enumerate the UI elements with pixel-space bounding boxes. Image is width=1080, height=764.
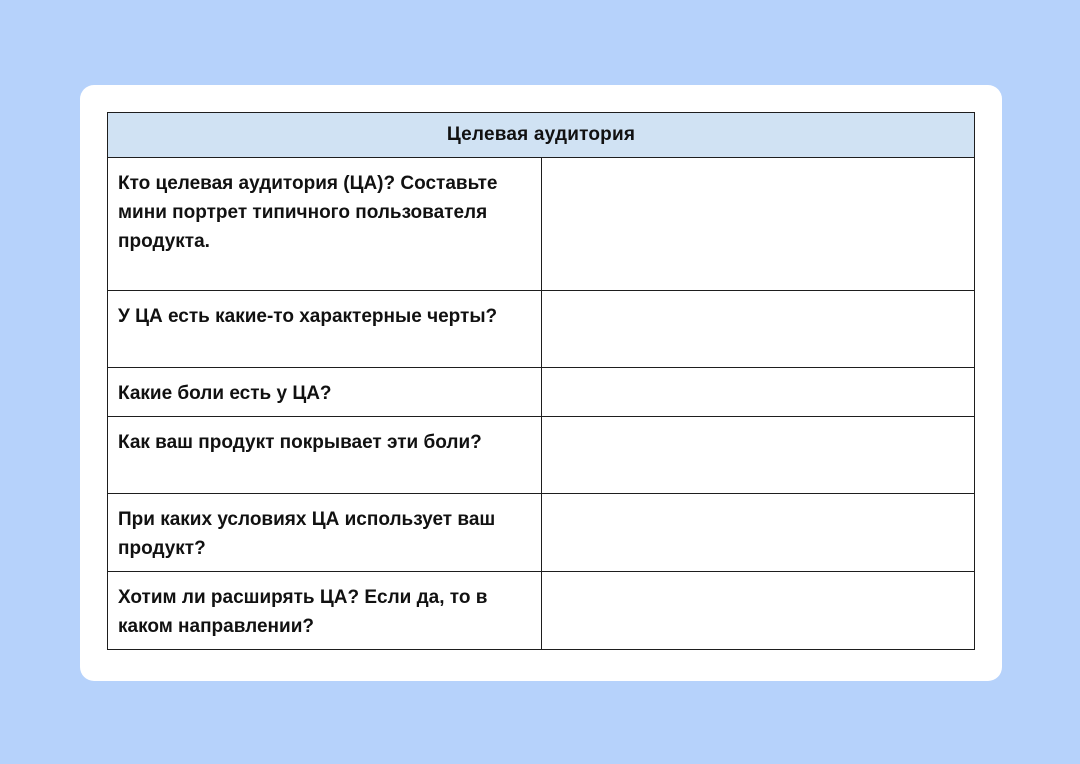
table-row — [108, 572, 975, 650]
table-row — [108, 494, 975, 572]
table-row — [108, 417, 975, 494]
question-cell: При каких условиях ЦА использует ваш продукт? — [108, 494, 542, 572]
answer-cell[interactable] — [541, 417, 975, 494]
answer-cell[interactable] — [541, 291, 975, 368]
table-header-row — [108, 113, 975, 158]
question-cell: Хотим ли расширять ЦА? Если да, то в каком направлении? — [108, 572, 542, 650]
table-header: Целевая аудитория — [108, 113, 975, 158]
target-audience-table — [107, 112, 975, 650]
document-card — [80, 85, 1002, 681]
question-cell: Кто целевая аудитория (ЦА)? Составьте мини портрет типичного пользователя продукта. — [108, 158, 542, 291]
answer-cell[interactable] — [541, 494, 975, 572]
question-cell: У ЦА есть какие-то характерные черты? — [108, 291, 542, 368]
answer-cell[interactable] — [541, 158, 975, 291]
table-row — [108, 291, 975, 368]
answer-cell[interactable] — [541, 368, 975, 417]
table-row — [108, 158, 975, 291]
question-cell: Какие боли есть у ЦА? — [108, 368, 542, 417]
question-cell: Как ваш продукт покрывает эти боли? — [108, 417, 542, 494]
table-row — [108, 368, 975, 417]
answer-cell[interactable] — [541, 572, 975, 650]
